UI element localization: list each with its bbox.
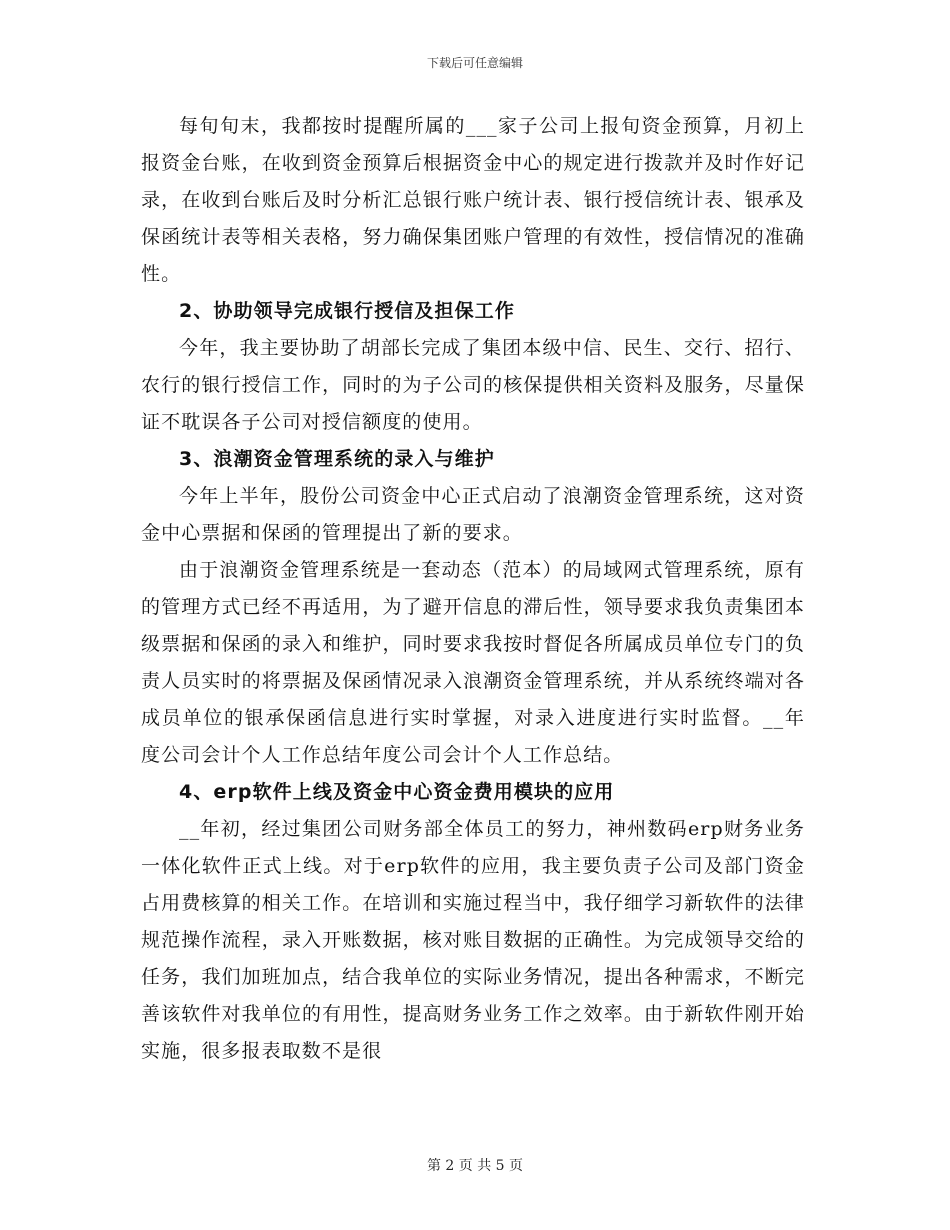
section-4-paragraph: __年初，经过集团公司财务部全体员工的努力，神州数码erp财务业务一体化软件正式上线。对于erp软件的应用，我主要负责子公司及部门资金占用费核算的相关工作。在培训和实施过程当中，我仔细学习新软件的法律规范操作流程，录入开账数据，核对账目数据的正确性。为完成领导交给的任务，我们加班加点，结合我单位的实际业务情况，提出各种需求，不断完善该软件对我单位的有用性，提高财务业务工作之效率。由于新软件刚开始实施，很多报表取数不是很 xyxy=(141,818,805,1062)
section-2-heading: 2、协助领导完成银行授信及担保工作 xyxy=(179,300,515,322)
intro-paragraph: 每旬旬末，我都按时提醒所属的___家子公司上报旬资金预算，月初上报资金台账，在收到资金预算后根据资金中心的规定进行拨款并及时作好记录，在收到台账后及时分析汇总银行账户统计表、银行授信统计表、银承及保函统计表等相关表格，努力确保集团账户管理的有效性，授信情况的准确性。 xyxy=(141,115,805,285)
section-2-paragraph: 今年，我主要协助了胡部长完成了集团本级中信、民生、交行、招行、农行的银行授信工作，同时的为子公司的核保提供相关资料及服务，尽量保证不耽误各子公司对授信额度的使用。 xyxy=(141,337,805,433)
document-body xyxy=(141,108,805,1070)
page-footer: 第 2 页 共 5 页 xyxy=(426,1158,524,1174)
page-header: 下载后可任意编辑 xyxy=(426,56,523,70)
section-3-heading: 3、浪潮资金管理系统的录入与维护 xyxy=(179,448,495,470)
section-3-paragraph-1: 今年上半年，股份公司资金中心正式启动了浪潮资金管理系统，这对资金中心票据和保函的管理提出了新的要求。 xyxy=(141,485,805,544)
section-4-heading: 4、erp软件上线及资金中心资金费用模块的应用 xyxy=(179,781,615,803)
section-3-paragraph-2: 由于浪潮资金管理系统是一套动态（范本）的局域网式管理系统，原有的管理方式已经不再适用，为了避开信息的滞后性，领导要求我负责集团本级票据和保函的录入和维护，同时要求我按时督促各所属成员单位专门的负责人员实时的将票据及保函情况录入浪潮资金管理系统，并从系统终端对各成员单位的银承保函信息进行实时掌握，对录入进度进行实时监督。__年度公司会计个人工作总结年度公司会计个人工作总结。 xyxy=(141,559,805,766)
